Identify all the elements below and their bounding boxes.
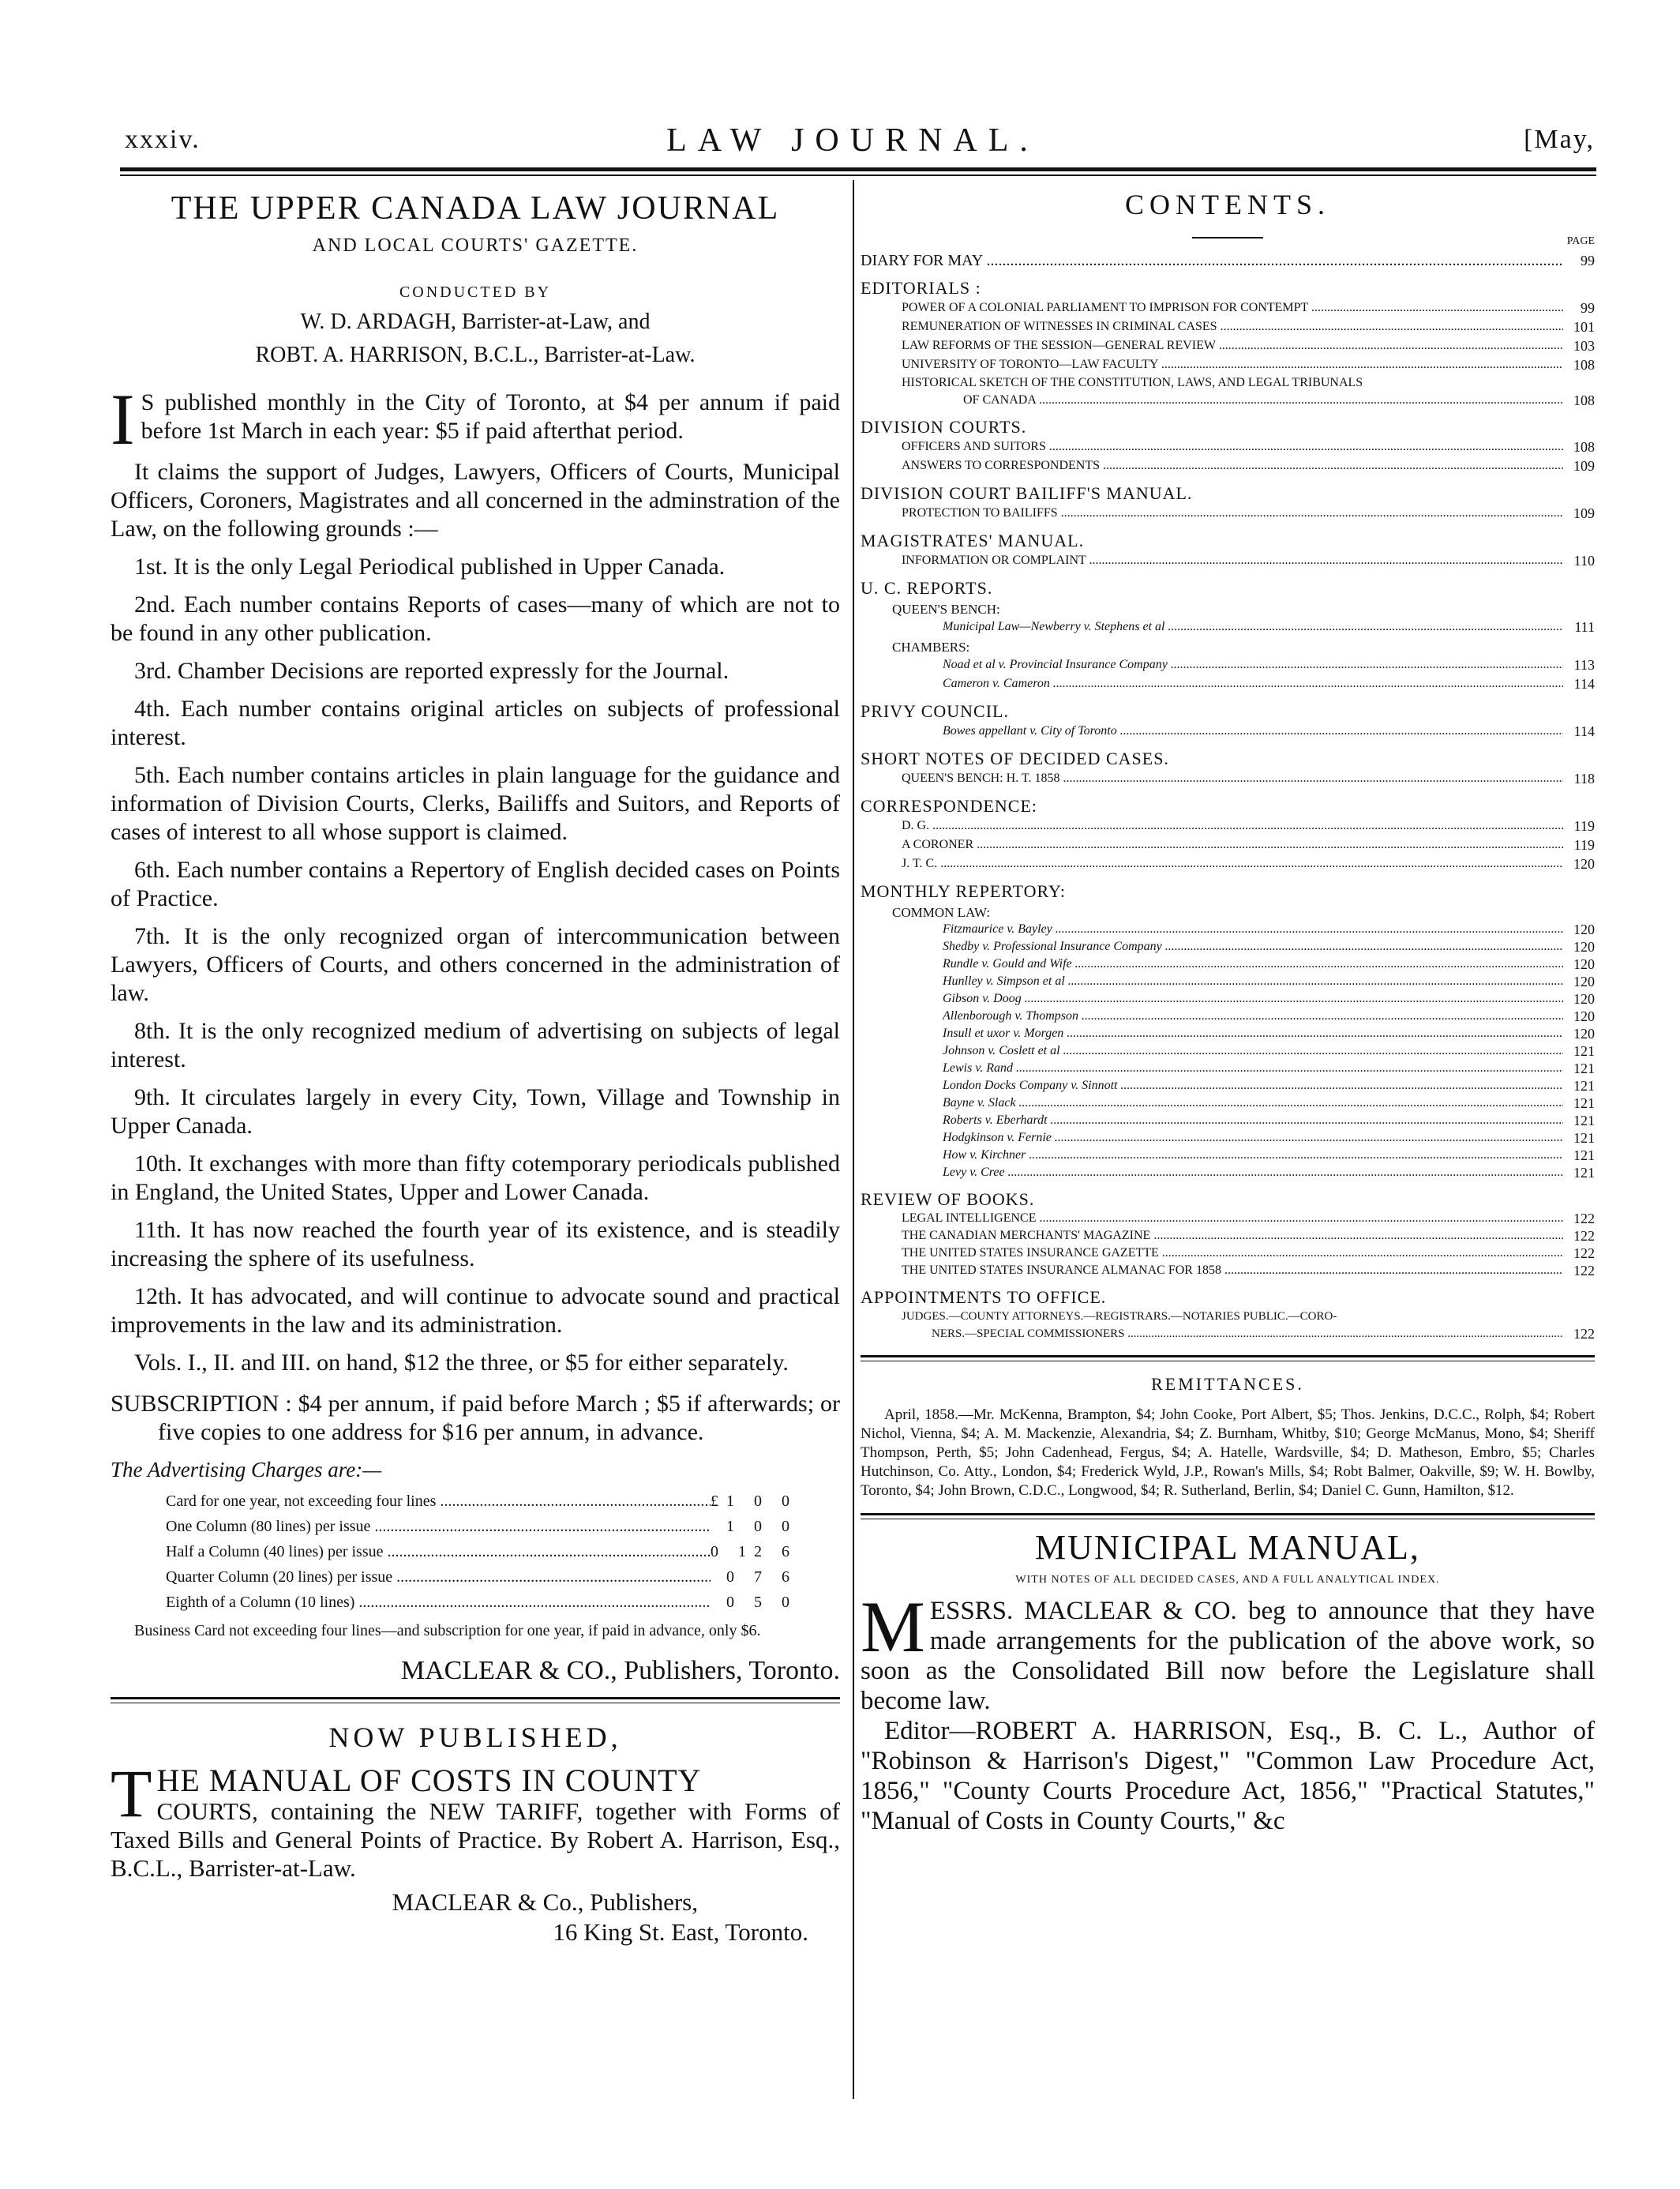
toc-entry-label: Levy v. Cree ..... [943,1166,1563,1180]
page-column-label: PAGE [1566,235,1595,247]
municipal-manual-subtitle: WITH NOTES OF ALL DECIDED CASES, AND A FULL ANALYTICAL INDEX. [1015,1574,1440,1586]
grounds-list [111,553,840,1339]
intro-text: S published monthly in the City of Toronto, at $4 per annum if paid before 1st March in each year: $5 if paid afterthat period. [141,389,840,444]
toc-entry-label: Lewis v. Rand ..... [943,1061,1563,1076]
ground-item: 12th. It has advocated, and will continue to advocate sound and practical improvements in the law and its administration. [111,1283,840,1338]
journal-title: LAW JOURNAL. [666,122,1039,159]
ground-item: 7th. It is the only recognized organ of intercommunication between Lawyers, Officers of Courts, and others concerned in the administration of law. [111,923,840,1006]
subscription-note: SUBSCRIPTION : $4 per annum, if paid before March ; $5 if afterwards; or five copies to one address for $16 per annum, in advance. [111,1391,840,1445]
manual-ad-text: COURTS, containing the NEW TARIFF, together with Forms of Taxed Bills and General Points of Practice. By Robert A. Harrison, Esq., B.C.L., Barrister-at-Law. [111,1797,840,1882]
toc-subheading: CHAMBERS: [892,640,970,655]
table-of-contents [861,251,1595,1342]
toc-entry-label: Municipal Law—Newberry v. Stephens et al ..... [943,620,1563,634]
toc-entry [902,854,1595,873]
charge-label: Card for one year, not exceeding four lines ..... [166,1492,711,1511]
toc-page-number: 121 [1573,1164,1595,1181]
toc-entry [943,1147,1595,1164]
toc-entry-label: DIARY FOR MAY ..... [861,252,1563,270]
toc-entry [943,1077,1595,1094]
toc-page-number: 109 [1573,457,1595,474]
charge-row [166,1514,797,1539]
toc-page-number: 111 [1574,618,1595,635]
toc-page-number: 119 [1573,836,1595,853]
toc-entry [943,938,1595,956]
toc-page-number: 113 [1573,656,1595,673]
section-rule [861,1513,1595,1515]
toc-page-number: 114 [1573,675,1595,692]
manual-ad-title: HE MANUAL OF COSTS IN COUNTY [156,1763,702,1798]
charge-label: Eighth of a Column (10 lines) ..... [166,1594,711,1612]
toc-entry-label: QUEEN'S BENCH: H. T. 1858 ..... [902,772,1563,786]
toc-page-number: 122 [1573,1227,1595,1244]
toc-entry [902,1227,1595,1245]
toc-entry-label: Insull et uxor v. Morgen ..... [943,1027,1563,1041]
charge-label: Half a Column (40 lines) per issue ..... [166,1543,711,1561]
charge-amount: 1 0 0 [726,1517,797,1535]
toc-entry [902,355,1595,374]
toc-entry-label: PROTECTION TO BAILIFFS ..... [902,506,1563,520]
page-number: xxxiv. [125,125,201,154]
ground-item: 5th. Each number contains articles in plain language for the guidance and information of Division Courts, Clerks, Bailiffs and Suitors, and Reports of cases of interest to all whose support is claimed. [111,762,840,845]
toc-entry-label: J. T. C. ..... [902,857,1563,871]
toc-entry-label: Bayne v. Slack ..... [943,1096,1563,1110]
toc-entry-label: Noad et al v. Provincial Insurance Company ..... [943,658,1563,672]
charges-table [166,1489,797,1615]
toc-page-number: 110 [1573,552,1595,569]
toc-entry [943,990,1595,1008]
toc-page-number: 121 [1573,1147,1595,1163]
toc-page-number: 101 [1573,318,1595,335]
toc-entry-label: OF CANADA ..... [963,393,1563,407]
charge-amount: £1 0 0 [711,1492,797,1510]
toc-entry-label: Roberts v. Eberhardt ..... [943,1113,1563,1128]
ground-item: 1st. It is the only Legal Periodical published in Upper Canada. [134,554,726,580]
municipal-editor: Editor—ROBERT A. HARRISON, Esq., B. C. L., Author of "Robinson & Harrison's Digest," "Common Law Procedure Act, 1856," "County Courts Procedure Act, 1856," "Practical Statutes," "Manual of Costs in County Courts," &c [861,1717,1595,1835]
toc-entry [943,1008,1595,1025]
toc-page-number: 120 [1573,855,1595,872]
toc-page-number: 122 [1573,1245,1595,1261]
toc-entry [902,1245,1595,1262]
volumes-note: Vols. I., II. and III. on hand, $12 the three, or $5 for either separately. [134,1350,789,1376]
charge-row [166,1539,797,1564]
toc-entry [902,456,1595,475]
toc-entry [902,504,1595,523]
toc-section-heading: DIVISION COURTS. [861,417,1027,437]
toc-entry [902,1308,1595,1325]
municipal-manual-title: MUNICIPAL MANUAL, [1035,1528,1420,1567]
column-divider [853,180,854,2099]
toc-entry [902,769,1595,788]
toc-entry-label: OFFICERS AND SUITORS ..... [902,440,1563,454]
toc-entry-label: A CORONER ..... [902,838,1563,852]
toc-entry [943,618,1595,636]
header-rule-thin [120,175,1596,176]
toc-entry-label: Johnson v. Coslett et al ..... [943,1044,1563,1058]
toc-page-number: 108 [1573,438,1595,455]
toc-subheading: QUEEN'S BENCH: [892,602,1000,617]
toc-page-number: 108 [1573,392,1595,408]
toc-entry-label: D. G. ..... [902,819,1563,833]
toc-page-number: 120 [1573,990,1595,1007]
toc-entry [943,1025,1595,1042]
toc-page-number: 99 [1581,299,1595,316]
toc-entry [902,1262,1595,1279]
claims-paragraph: It claims the support of Judges, Lawyers, Officers of Courts, Municipal Officers, Coroners, Magistrates and all concerned in the adminstration of the Law, on the following grounds :— [111,459,840,542]
section-rule [861,1355,1595,1357]
charge-row [166,1564,797,1590]
remittances-title: REMITTANCES. [1151,1374,1304,1394]
ground-item: 6th. Each number contains a Repertory of English decided cases on Points of Practice. [111,857,840,911]
toc-section-heading: U. C. REPORTS. [861,578,993,598]
manual-ad [111,1755,840,1883]
toc-section-heading: MONTHLY REPERTORY: [861,881,1066,901]
toc-subheading: COMMON LAW: [892,905,991,920]
toc-section-heading: EDITORIALS : [861,278,981,298]
toc-entry-label: LAW REFORMS OF THE SESSION—GENERAL REVIEW ..... [902,339,1563,353]
municipal-manual-text [861,1586,1595,1716]
ground-item: 4th. Each number contains original articles on subjects of professional interest. [111,696,840,750]
publisher-line: MACLEAR & CO., Publishers, Toronto. [400,1656,840,1685]
toc-entry [943,1042,1595,1060]
toc-entry [943,973,1595,990]
toc-entry-label: LEGAL INTELLIGENCE ..... [902,1211,1563,1226]
toc-page-number: 108 [1573,356,1595,373]
header-rule [120,167,1596,171]
toc-page-number: 114 [1573,723,1595,739]
toc-entry [902,835,1595,854]
left-column [111,183,840,1947]
toc-entry-label: THE UNITED STATES INSURANCE GAZETTE ..... [902,1246,1563,1260]
toc-section-heading: CORRESPONDENCE: [861,796,1038,816]
toc-entry-label: Fitzmaurice v. Bayley ..... [943,922,1563,937]
toc-entry [943,1094,1595,1112]
toc-entry-label: Gibson v. Doog ..... [943,992,1563,1006]
dropcap-letter: I [111,379,135,460]
intro-paragraph [111,379,840,460]
charge-amount: 0 5 0 [726,1593,797,1611]
toc-section-heading: MAGISTRATES' MANUAL. [861,531,1085,550]
toc-entry-label: Hunlley v. Simpson et al ..... [943,974,1563,989]
now-published-heading: NOW PUBLISHED, [328,1722,622,1753]
toc-entry-label: THE CANADIAN MERCHANTS' MAGAZINE ..... [902,1229,1563,1243]
toc-section-heading: PRIVY COUNCIL. [861,701,1009,721]
toc-entry [861,251,1595,270]
ground-item: 10th. It exchanges with more than fifty cotemporary periodicals published in England, the United States, Upper and Lower Canada. [111,1151,840,1205]
toc-section-heading: APPOINTMENTS TO OFFICE. [861,1287,1107,1307]
section-rule [111,1697,840,1699]
toc-entry-label: INFORMATION OR COMPLAINT ..... [902,554,1563,568]
toc-section-heading: SHORT NOTES OF DECIDED CASES. [861,749,1169,768]
toc-entry [902,317,1595,336]
toc-page-number: 121 [1573,1112,1595,1128]
toc-entry [902,336,1595,355]
toc-page-number: 118 [1573,770,1595,787]
toc-entry-label: Bowes appellant v. City of Toronto ..... [943,724,1563,738]
toc-page-number: 121 [1573,1077,1595,1094]
right-column [861,183,1595,1836]
charge-amount: 0 12 6 [711,1542,797,1560]
toc-section-heading: DIVISION COURT BAILIFF'S MANUAL. [861,483,1193,503]
manual-publisher-1: MACLEAR & Co., Publishers, [392,1888,698,1916]
toc-entry [943,655,1595,674]
ground-item: 11th. It has now reached the fourth year of its existence, and is steadily increasing the sphere of its usefulness. [111,1217,840,1271]
toc-entry [943,921,1595,938]
toc-entry-label: How v. Kirchner ..... [943,1148,1563,1162]
charge-label: One Column (80 lines) per issue ..... [166,1518,711,1536]
toc-entry [902,817,1595,835]
toc-entry-label: Hodgkinson v. Fernie ..... [943,1131,1563,1145]
toc-entry-label: POWER OF A COLONIAL PARLIAMENT TO IMPRISON FOR CONTEMPT ..... [902,301,1563,315]
toc-page-number: 109 [1573,505,1595,521]
toc-page-number: 121 [1573,1094,1595,1111]
toc-entry [943,1060,1595,1077]
toc-entry [963,392,1595,409]
toc-page-number: 119 [1573,817,1595,834]
toc-entry [943,1164,1595,1181]
dropcap-letter: M [861,1586,925,1667]
toc-entry-label: THE UNITED STATES INSURANCE ALMANAC FOR 1858 ..... [902,1263,1563,1278]
toc-entry-label: London Docks Company v. Sinnott ..... [943,1079,1563,1093]
charge-row [166,1489,797,1514]
masthead-title: THE UPPER CANADA LAW JOURNAL [171,190,780,227]
toc-entry [943,1112,1595,1129]
month-label: [May, [1524,125,1595,154]
conducted-by: CONDUCTED BY [399,283,552,301]
editor-line-2: ROBT. A. HARRISON, B.C.L., Barrister-at-Law. [255,343,696,367]
toc-page-number: 122 [1573,1325,1595,1342]
toc-page-number: 120 [1573,1008,1595,1024]
toc-entry [902,374,1595,392]
toc-page-number: 99 [1581,252,1595,268]
toc-page-number: 122 [1573,1262,1595,1278]
toc-section-heading: REVIEW OF BOOKS. [861,1189,1035,1209]
toc-page-number: 122 [1573,1210,1595,1226]
toc-entry [902,551,1595,570]
toc-entry-label: REMUNERATION OF WITNESSES IN CRIMINAL CASES ..... [902,320,1563,334]
toc-entry-label: Rundle v. Gould and Wife ..... [943,957,1563,971]
advertising-heading: The Advertising Charges are:— [111,1458,382,1481]
editor-line-1: W. D. ARDAGH, Barrister-at-Law, and [300,310,651,334]
toc-page-number: 121 [1573,1060,1595,1076]
manual-publisher-2: 16 King St. East, Toronto. [553,1918,808,1946]
toc-entry [943,722,1595,741]
business-card-note: Business Card not exceeding four lines—and subscription for one year, if paid in advance, only $6. [134,1622,761,1639]
page-header [111,120,1595,167]
dropcap-letter: T [111,1755,152,1831]
ground-item: 9th. It circulates largely in every City, Town, Village and Township in Upper Canada. [111,1084,840,1139]
toc-page-number: 120 [1573,956,1595,972]
toc-entry-label: Cameron v. Cameron ..... [943,677,1563,691]
ground-item: 3rd. Chamber Decisions are reported expressly for the Journal. [134,658,729,684]
toc-entry [902,1210,1595,1227]
toc-entry [943,674,1595,693]
toc-entry [902,437,1595,456]
toc-entry-label: Shedby v. Professional Insurance Company ..... [943,940,1563,954]
toc-page-number: 120 [1573,1025,1595,1042]
remittances-text: April, 1858.—Mr. McKenna, Brampton, $4; John Cooke, Port Albert, $5; Thos. Jenkins, D.C.C., Rolph, $4; Robert Nichol, Vienna, $4; A. M. Mackenzie, Alexandria, $4; Z. Burnham, Whitby, $10; George McManus, Mono, $4; Sheriff Thompson, Perth, $5; John Cadenhead, Fergus, $4; A. Hatelle, Wardsville, $4; D. Matheson, Embro, $5; Charles Hutchinson, Co. Atty., London, $4; Frederick Wyld, J.P., Rowan's Mills, $4; Robt Balmer, Oakville, $9; W. H. Bowlby, Toronto, $4; John Brown, C.D.C., Longwood, $4; R. Sutherland, Berlin, $4; Daniel C. Gunn, Hamilton, $12. [861,1406,1595,1499]
charge-label: Quarter Column (20 lines) per issue ..... [166,1568,711,1586]
toc-page-number: 121 [1573,1042,1595,1059]
toc-entry-label: Allenborough v. Thompson ..... [943,1009,1563,1023]
masthead-subtitle: AND LOCAL COURTS' GAZETTE. [312,235,639,256]
toc-page-number: 121 [1573,1129,1595,1146]
toc-entry-label: HISTORICAL SKETCH OF THE CONSTITUTION, LAWS, AND LEGAL TRIBUNALS [902,376,1363,389]
toc-page-number: 120 [1573,938,1595,955]
ground-item: 2nd. Each number contains Reports of cases—many of which are not to be found in any other publication. [111,591,840,646]
toc-entry-label: UNIVERSITY OF TORONTO—LAW FACULTY ..... [902,358,1563,372]
toc-entry-label: JUDGES.—COUNTY ATTORNEYS.—REGISTRARS.—NOTARIES PUBLIC.—CORO- [902,1309,1337,1323]
ground-item: 8th. It is the only recognized medium of advertising on subjects of legal interest. [111,1018,840,1072]
toc-entry [943,1129,1595,1147]
charge-row [166,1590,797,1615]
toc-page-number: 120 [1573,921,1595,937]
contents-title: CONTENTS. [1125,189,1330,220]
toc-entry-label: ANSWERS TO CORRESPONDENTS ..... [902,459,1563,473]
toc-page-number: 120 [1573,973,1595,989]
toc-entry [943,956,1595,973]
toc-entry [932,1325,1595,1342]
charge-amount: 0 7 6 [726,1568,797,1586]
municipal-announcement: ESSRS. MACLEAR & CO. beg to announce that they have made arrangements for the publication of the above work, so soon as the Consolidated Bill now before the Legislature shall become law. [861,1597,1595,1715]
toc-entry-label: NERS.—SPECIAL COMMISSIONERS ..... [932,1327,1563,1341]
toc-entry [902,298,1595,317]
toc-page-number: 103 [1573,337,1595,354]
